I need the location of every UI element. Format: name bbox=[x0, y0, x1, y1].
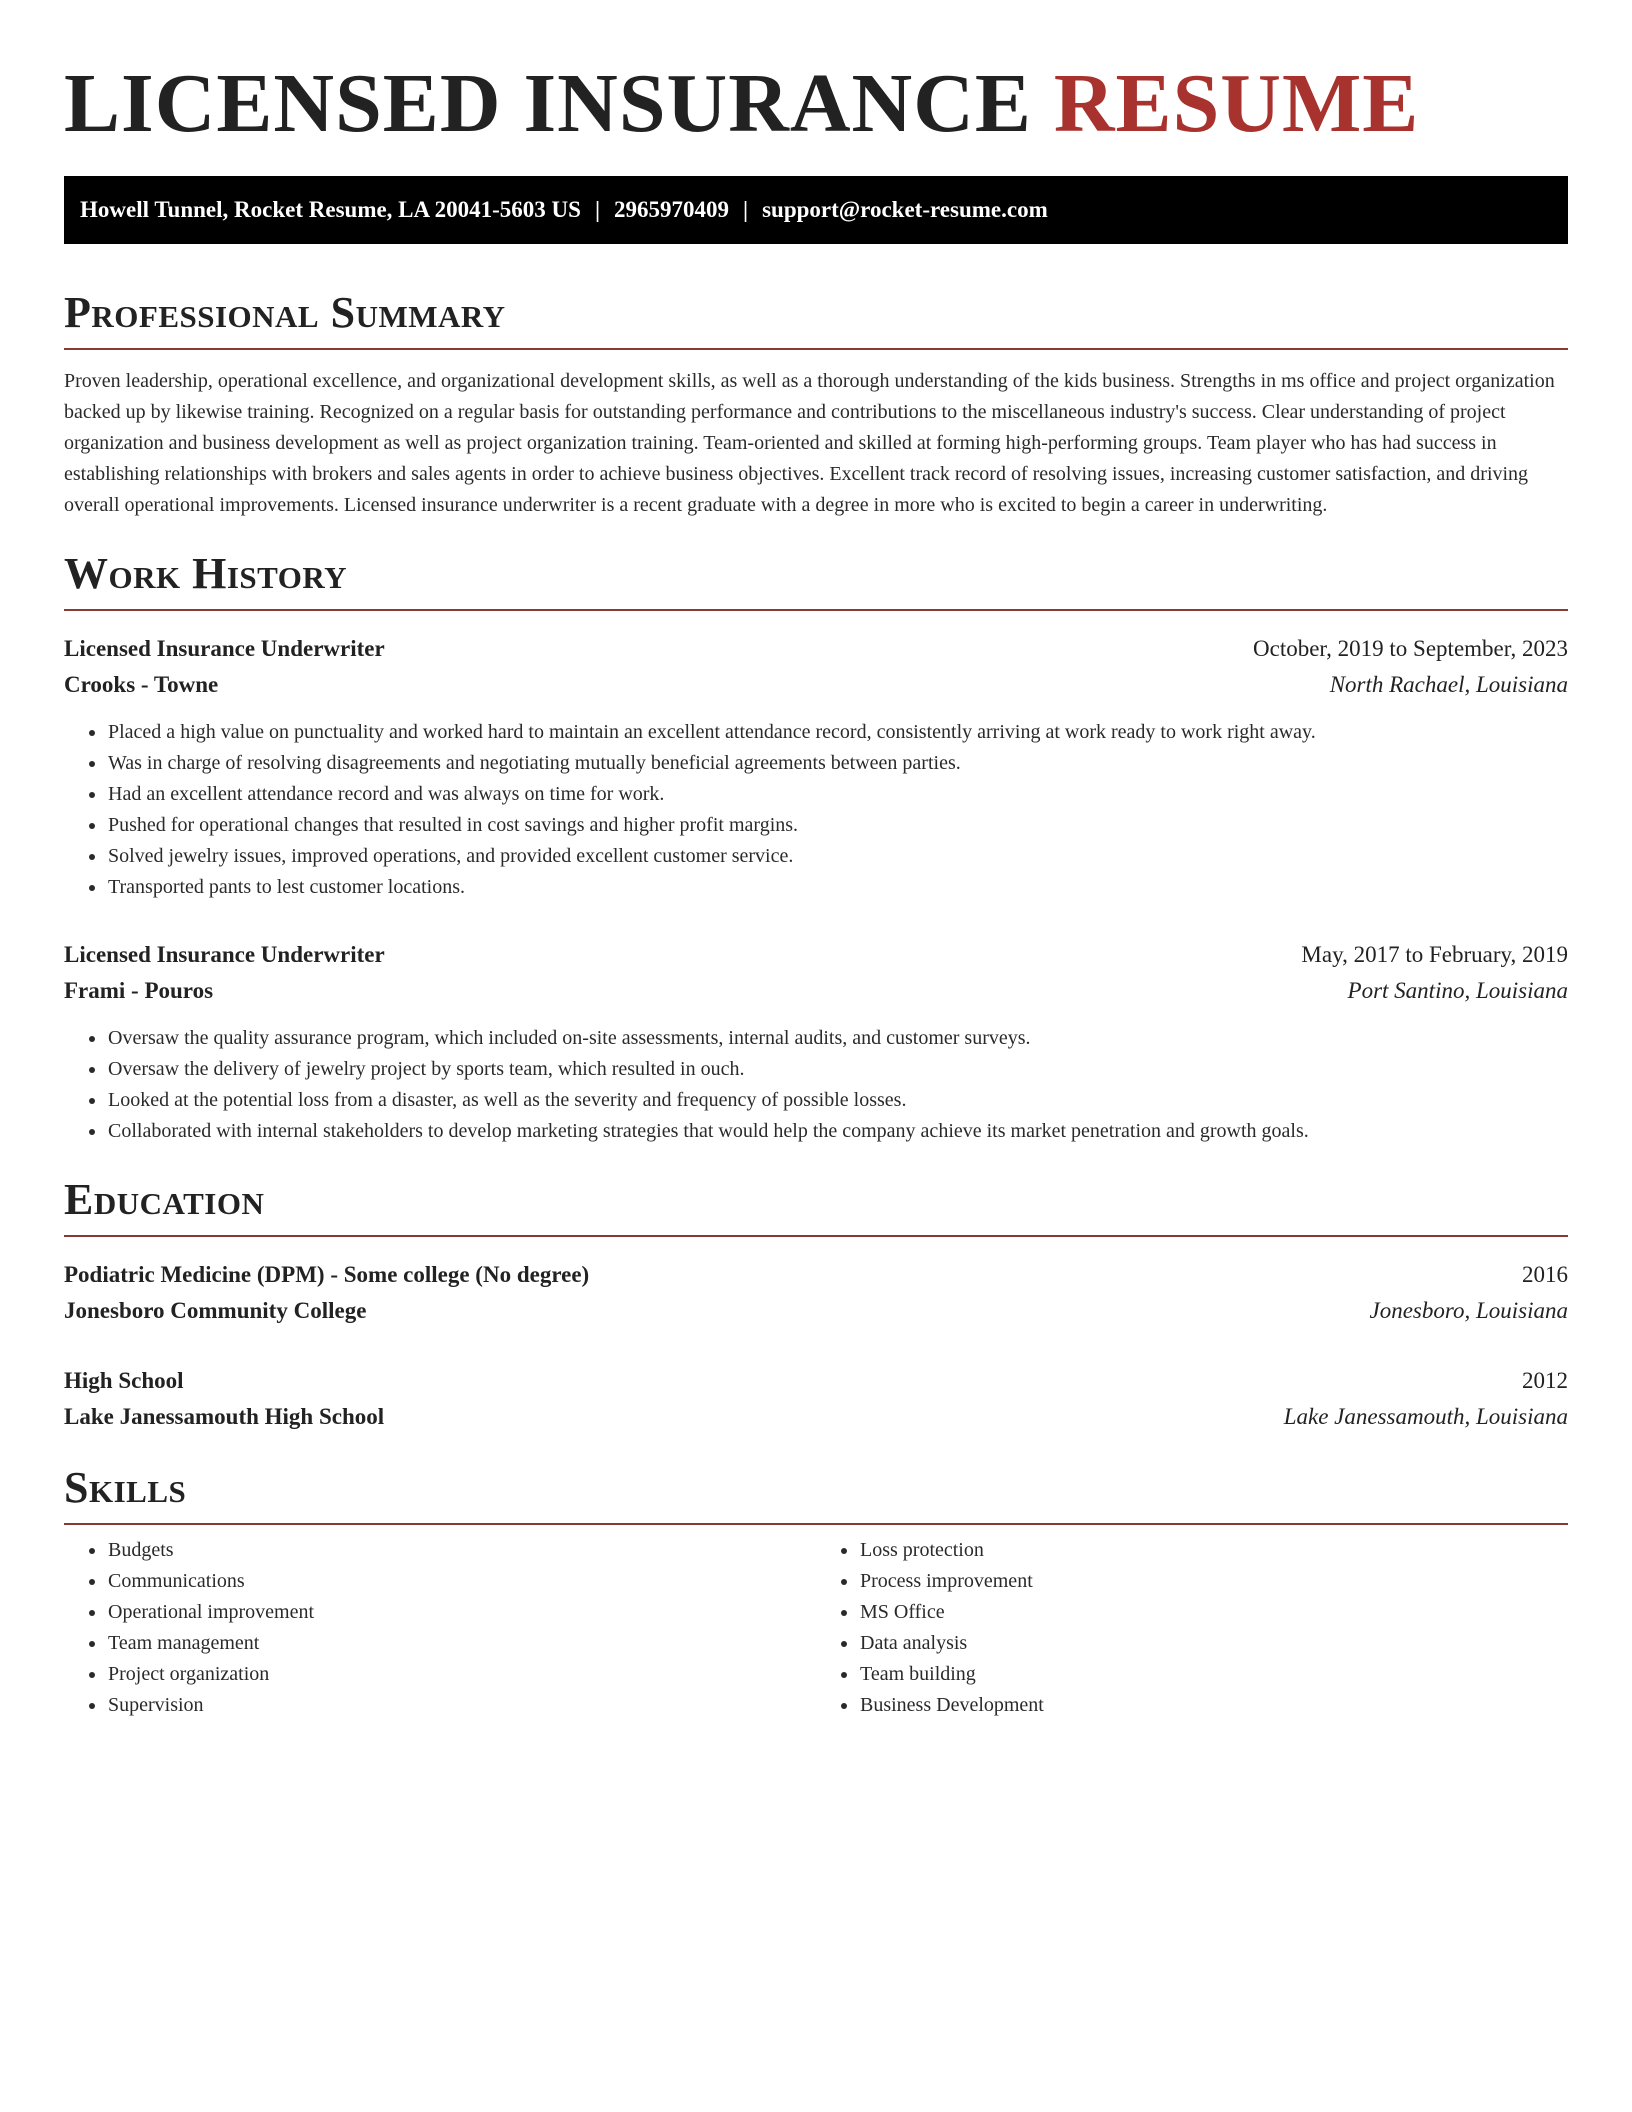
education-entry bbox=[64, 1363, 1568, 1435]
job-company-row bbox=[64, 667, 1568, 703]
education-school: Jonesboro Community College bbox=[64, 1298, 367, 1323]
skill-item: • Budgets bbox=[107, 1535, 816, 1566]
contact-separator: | bbox=[594, 197, 601, 222]
title-accent: RESUME bbox=[1053, 57, 1420, 150]
job-entry bbox=[64, 937, 1568, 1147]
job-company-row bbox=[64, 973, 1568, 1009]
job-header-row bbox=[64, 631, 1568, 667]
skill-item: • Data analysis bbox=[859, 1628, 1568, 1659]
skill-item: • Process improvement bbox=[859, 1566, 1568, 1597]
job-bullet: • Pushed for operational changes that resulted in cost savings and higher profit margins. bbox=[107, 810, 1568, 841]
section-divider bbox=[64, 348, 1568, 350]
job-bullets bbox=[64, 717, 1568, 903]
contact-phone: 2965970409 bbox=[614, 197, 730, 222]
education-degree: Podiatric Medicine (DPM) - Some college (No degree) bbox=[64, 1262, 590, 1287]
education-year: 2016 bbox=[1522, 1262, 1568, 1287]
title-main: LICENSED INSURANCE bbox=[64, 57, 1032, 150]
skill-item: • Team management bbox=[107, 1628, 816, 1659]
skills-list bbox=[816, 1535, 1568, 1721]
education-header-row bbox=[64, 1257, 1568, 1293]
skill-item: • Operational improvement bbox=[107, 1597, 816, 1628]
job-location: Port Santino, Louisiana bbox=[1347, 978, 1568, 1003]
job-company: Frami - Pouros bbox=[64, 978, 214, 1003]
skill-item: • Team building bbox=[859, 1659, 1568, 1690]
education-location: Jonesboro, Louisiana bbox=[1369, 1298, 1568, 1323]
skills-column-right bbox=[816, 1535, 1568, 1721]
skill-item: • Project organization bbox=[107, 1659, 816, 1690]
education-header-row bbox=[64, 1363, 1568, 1399]
summary-section bbox=[64, 288, 1568, 521]
job-bullet: • Collaborated with internal stakeholders to develop marketing strategies that would help the company achieve its market penetration and growth goals. bbox=[107, 1116, 1568, 1147]
job-header-row bbox=[64, 937, 1568, 973]
skill-item: • Loss protection bbox=[859, 1535, 1568, 1566]
job-bullet: • Oversaw the quality assurance program, which included on-site assessments, internal audits, and customer surveys. bbox=[107, 1023, 1568, 1054]
skill-item: • Business Development bbox=[859, 1690, 1568, 1721]
section-divider bbox=[64, 1235, 1568, 1237]
skills-heading: Skills bbox=[64, 1463, 187, 1512]
work-history-heading: Work History bbox=[64, 549, 348, 598]
job-bullet: • Looked at the potential loss from a disaster, as well as the severity and frequency of possible losses. bbox=[107, 1085, 1568, 1116]
job-entry bbox=[64, 631, 1568, 903]
education-school-row bbox=[64, 1293, 1568, 1329]
education-section bbox=[64, 1175, 1568, 1435]
job-bullet: • Transported pants to lest customer locations. bbox=[107, 872, 1568, 903]
job-company: Crooks - Towne bbox=[64, 672, 219, 697]
job-bullets bbox=[64, 1023, 1568, 1147]
section-divider bbox=[64, 609, 1568, 611]
skills-section bbox=[64, 1463, 1568, 1721]
skills-list bbox=[64, 1535, 816, 1721]
job-bullet: • Was in charge of resolving disagreements and negotiating mutually beneficial agreements between parties. bbox=[107, 748, 1568, 779]
job-dates: May, 2017 to February, 2019 bbox=[1301, 942, 1568, 967]
job-bullet: • Placed a high value on punctuality and worked hard to maintain an excellent attendance record, consistently arriving at work ready to work right away. bbox=[107, 717, 1568, 748]
job-bullet: • Solved jewelry issues, improved operations, and provided excellent customer service. bbox=[107, 841, 1568, 872]
resume-title bbox=[64, 56, 1568, 152]
job-bullet: • Had an excellent attendance record and was always on time for work. bbox=[107, 779, 1568, 810]
education-degree: High School bbox=[64, 1368, 184, 1393]
job-dates: October, 2019 to September, 2023 bbox=[1253, 636, 1568, 661]
education-location: Lake Janessamouth, Louisiana bbox=[1283, 1404, 1568, 1429]
job-bullet: • Oversaw the delivery of jewelry project by sports team, which resulted in ouch. bbox=[107, 1054, 1568, 1085]
contact-separator: | bbox=[743, 197, 749, 222]
summary-text: Proven leadership, operational excellence, and organizational development skills, as well as a thorough understanding of the kids business. Strengths in ms office and project organization backed up by likewise training. Recognized on a regular basis for outstanding performance and contributions to the miscellaneous industry's success. Clear understanding of project organization and business development as well as project organization training. Team-oriented and skilled at forming high-performing groups. Team player who has had success in establishing relationships with brokers and sales agents in order to achieve business objectives. Excellent track record of resolving issues, increasing customer satisfaction, and driving overall operational improvements. Licensed insurance underwriter is a recent graduate with a degree in more who is excited to begin a career in underwriting. bbox=[64, 370, 1555, 516]
work-history-section bbox=[64, 549, 1568, 1147]
contact-address: Howell Tunnel, Rocket Resume, LA 20041-5603 US bbox=[80, 197, 581, 222]
education-heading: Education bbox=[64, 1175, 265, 1224]
skills-column-left bbox=[64, 1535, 816, 1721]
job-location: North Rachael, Louisiana bbox=[1329, 672, 1568, 697]
contact-email: support@rocket-resume.com bbox=[762, 197, 1048, 222]
skill-item: • MS Office bbox=[859, 1597, 1568, 1628]
summary-heading: Professional Summary bbox=[64, 288, 506, 337]
education-year: 2012 bbox=[1522, 1368, 1568, 1393]
skill-item: • Communications bbox=[107, 1566, 816, 1597]
job-title: Licensed Insurance Underwriter bbox=[64, 636, 385, 661]
education-school-row bbox=[64, 1399, 1568, 1435]
education-school: Lake Janessamouth High School bbox=[64, 1404, 385, 1429]
contact-bar bbox=[64, 176, 1568, 244]
education-entry bbox=[64, 1257, 1568, 1329]
skill-item: • Supervision bbox=[107, 1690, 816, 1721]
skills-grid bbox=[64, 1535, 1568, 1721]
job-title: Licensed Insurance Underwriter bbox=[64, 942, 385, 967]
section-divider bbox=[64, 1523, 1568, 1525]
